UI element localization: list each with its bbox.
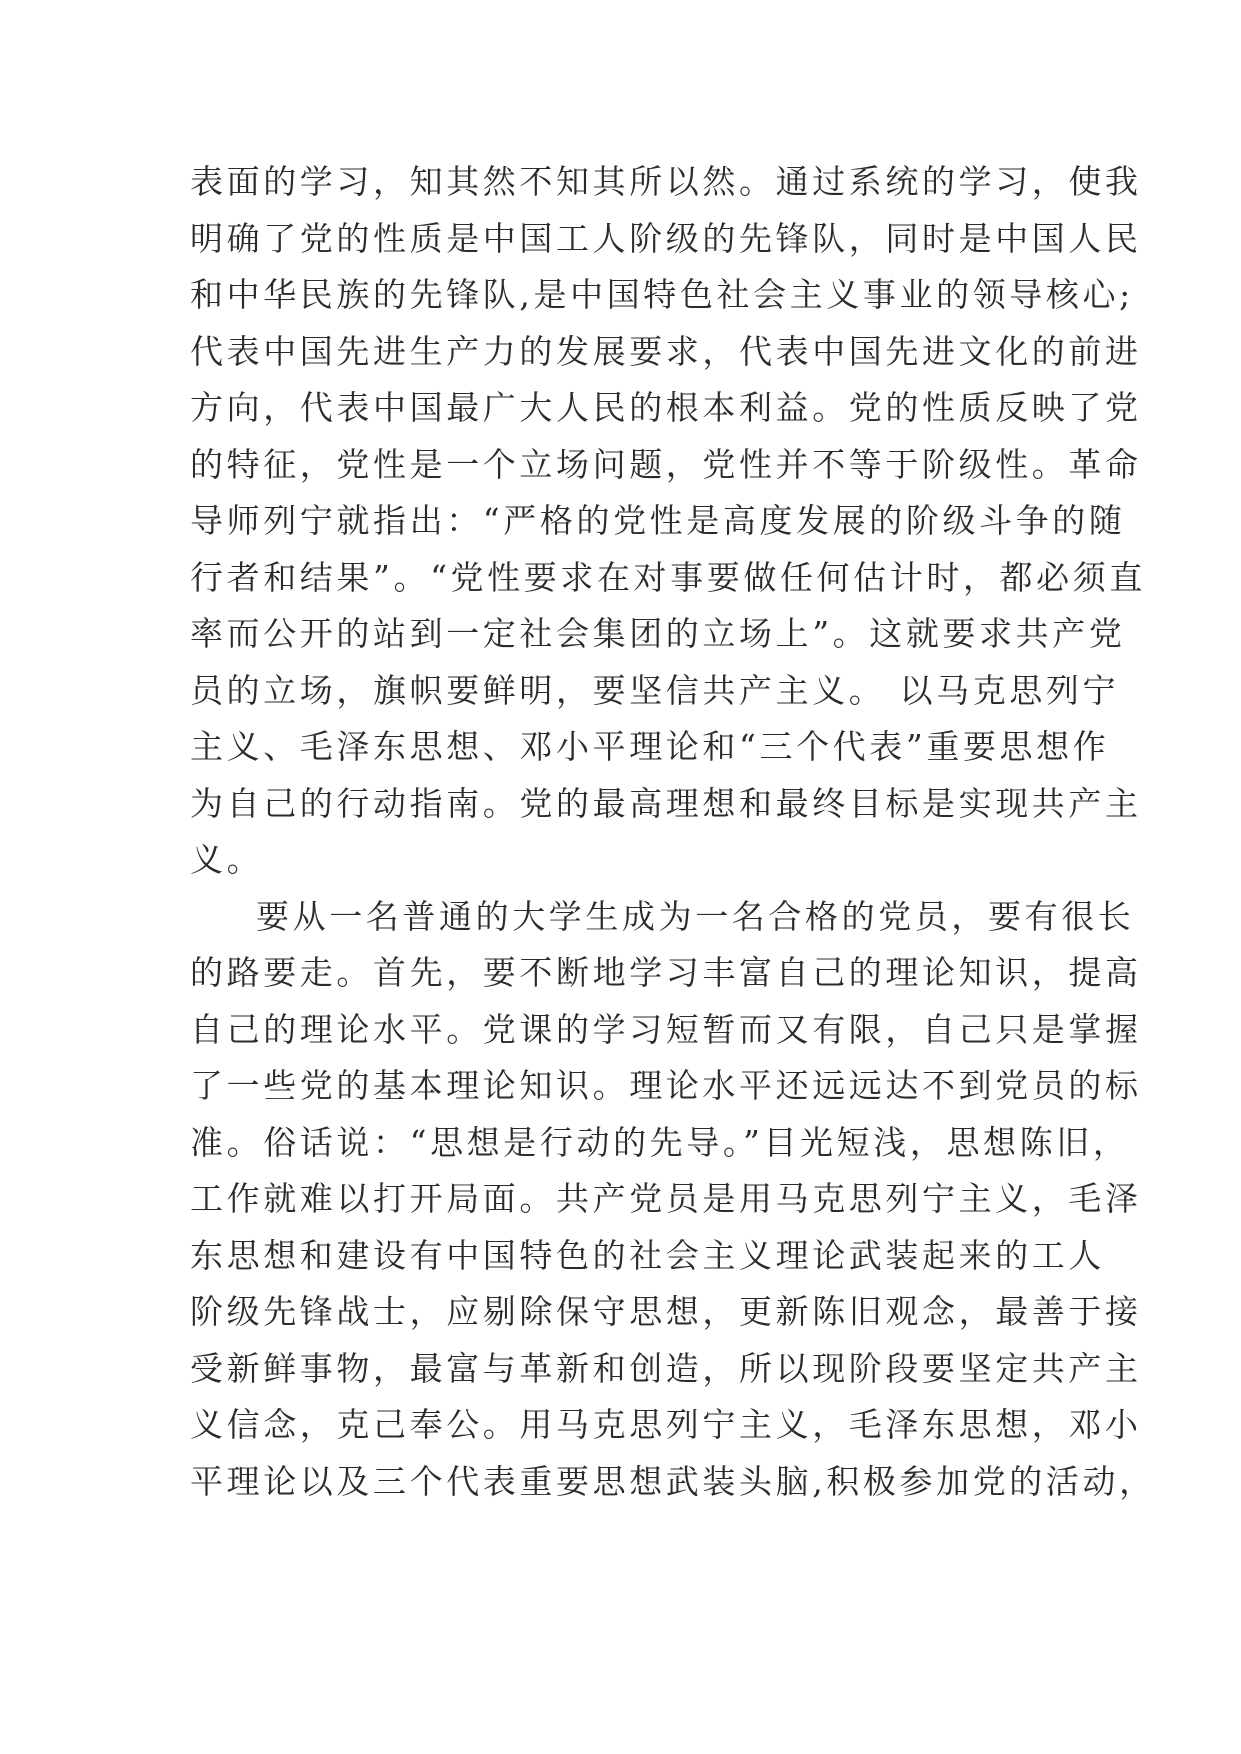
text-line: 为自己的行动指南。党的最高理想和最终目标是实现共产主 <box>190 783 1142 823</box>
text-line: 了一些党的基本理论知识。理论水平还远远达不到党员的标 <box>190 1066 1142 1105</box>
text-line: 代表中国先进生产力的发展要求，代表中国先进文化的前进 <box>190 331 1142 371</box>
text-line: 方向，代表中国最广大人民的根本利益。党的性质反映了党 <box>190 388 1142 427</box>
text-line: 义信念，克己奉公。用马克思列宁主义，毛泽东思想，邓小 <box>190 1405 1142 1444</box>
text-line: 阶级先锋战士，应剔除保守思想，更新陈旧观念，最善于接 <box>190 1292 1142 1331</box>
text-line: 明确了党的性质是中国工人阶级的先锋队，同时是中国人民 <box>190 218 1142 258</box>
text-line-indented: 要从一名普通的大学生成为一名合格的党员，要有很长 <box>256 896 1135 936</box>
text-line: 东思想和建设有中国特色的社会主义理论武装起来的工人 <box>190 1235 1105 1275</box>
text-line: 准。俗话说：“思想是行动的先导。”目光短浅，思想陈旧， <box>190 1122 1130 1162</box>
text-line: 的路要走。首先，要不断地学习丰富自己的理论知识，提高 <box>190 953 1142 992</box>
paragraph-2 <box>190 889 1156 1511</box>
text-line: 平理论以及三个代表重要思想武装头脑,积极参加党的活动， <box>190 1461 1156 1501</box>
paragraph-1 <box>190 154 1146 889</box>
text-line: 行者和结果”。“党性要求在对事要做任何估计时，都必须直 <box>190 557 1146 597</box>
text-line: 主义、毛泽东思想、邓小平理论和“三个代表”重要思想作 <box>190 727 1110 766</box>
body-text <box>190 154 1156 1510</box>
text-line: 受新鲜事物，最富与革新和创造，所以现阶段要坚定共产主 <box>190 1348 1142 1388</box>
text-line: 和中华民族的先锋队,是中国特色社会主义事业的领导核心; <box>190 275 1134 314</box>
text-line: 自己的理论水平。党课的学习短暂而又有限，自己只是掌握 <box>190 1009 1142 1049</box>
text-line: 导师列宁就指出：“严格的党性是高度发展的阶级斗争的随 <box>190 501 1126 540</box>
text-line: 的特征，党性是一个立场问题，党性并不等于阶级性。革命 <box>190 444 1142 484</box>
text-line: 员的立场，旗帜要鲜明，要坚信共产主义。 以马克思列宁 <box>190 670 1120 710</box>
text-line: 表面的学习，知其然不知其所以然。通过系统的学习，使我 <box>190 162 1142 201</box>
text-line: 工作就难以打开局面。共产党员是用马克思列宁主义，毛泽 <box>190 1179 1142 1218</box>
text-line: 率而公开的站到一定社会集团的立场上”。这就要求共产党 <box>190 614 1126 653</box>
text-line: 义。 <box>190 840 264 879</box>
